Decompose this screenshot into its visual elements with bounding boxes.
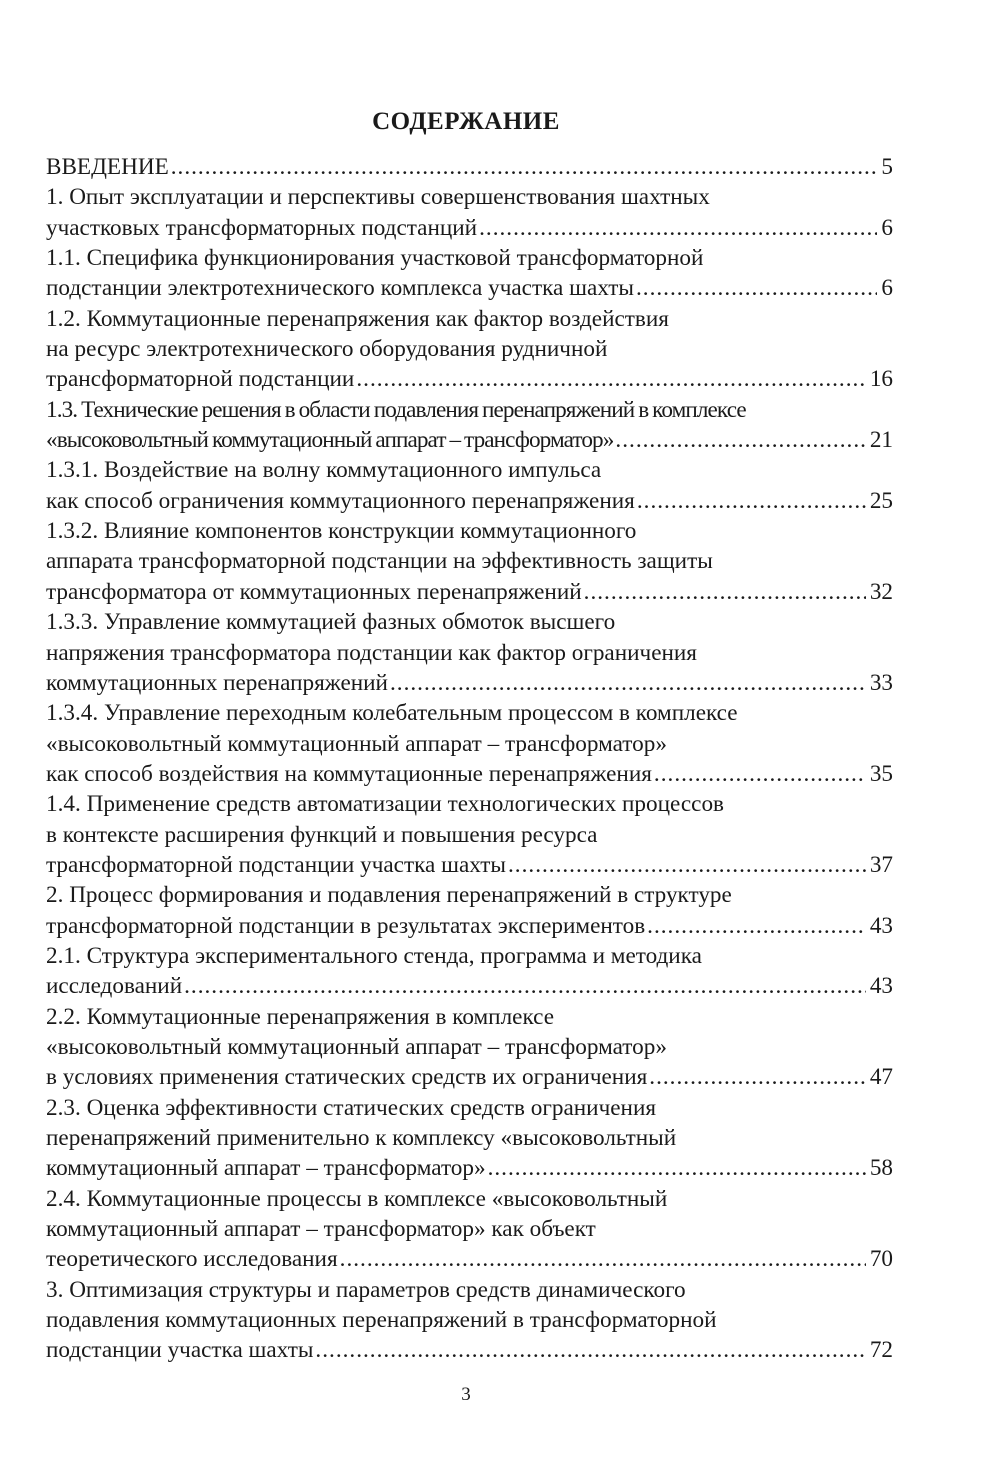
toc-page-number: 32 bbox=[869, 578, 893, 605]
dot-leader bbox=[479, 213, 877, 243]
toc-page-number: 47 bbox=[869, 1064, 893, 1091]
toc-entry-line: трансформаторной подстанции в результатах экспериментов bbox=[46, 912, 646, 939]
toc-entry bbox=[46, 182, 893, 243]
toc-page-number: 70 bbox=[869, 1246, 893, 1273]
toc-page-number: 6 bbox=[881, 214, 893, 241]
toc-entry-last-line bbox=[46, 486, 893, 516]
dot-leader bbox=[488, 1153, 866, 1183]
toc-entry-last-line bbox=[46, 668, 893, 698]
toc-entry-line: напряжения трансформатора подстанции как фактор ограничения bbox=[46, 639, 697, 666]
toc-entry-line: аппарата трансформаторной подстанции на эффективность защиты bbox=[46, 548, 713, 575]
toc-entry-line: подавления коммутационных перенапряжений в трансформаторной bbox=[46, 1307, 717, 1334]
toc-page-number: 33 bbox=[869, 669, 893, 696]
toc-entry-line: 3. Оптимизация структуры и параметров средств динамического bbox=[46, 1276, 686, 1303]
toc-entry-last-line bbox=[46, 1244, 893, 1274]
toc-entry bbox=[46, 516, 893, 607]
toc-entry-last-line bbox=[46, 1335, 893, 1365]
toc-entry-line: перенапряжений применительно к комплексу «высоковольтный bbox=[46, 1125, 677, 1151]
toc-entry bbox=[46, 152, 893, 182]
toc-page-number: 58 bbox=[869, 1155, 893, 1182]
toc-entry-line: на ресурс электротехнического оборудования рудничной bbox=[46, 336, 608, 363]
toc-entry-last-line bbox=[46, 364, 893, 394]
toc-entry-line: трансформатора от коммутационных перенапряжений bbox=[46, 578, 582, 605]
toc-page-number: 25 bbox=[869, 487, 893, 514]
toc-entry-line: подстанции электротехнического комплекса участка шахты bbox=[46, 275, 634, 302]
toc-entry-line: в условиях применения статических средств их ограничения bbox=[46, 1064, 648, 1091]
toc-entry-line: 1. Опыт эксплуатации и перспективы совершенствования шахтных bbox=[46, 184, 710, 211]
toc-entry-line: 2.3. Оценка эффективности статических средств ограничения bbox=[46, 1094, 657, 1121]
dot-leader bbox=[340, 1244, 866, 1274]
toc-entry bbox=[46, 455, 893, 516]
toc-entry bbox=[46, 304, 893, 395]
toc-entry-last-line bbox=[46, 1062, 893, 1092]
toc-entry-line: 1.1. Специфика функционирования участковой трансформаторной bbox=[46, 245, 704, 272]
dot-leader bbox=[315, 1335, 865, 1365]
toc-entry-line: трансформаторной подстанции bbox=[46, 366, 355, 393]
toc-title: СОДЕРЖАНИЕ bbox=[372, 108, 560, 135]
dot-leader bbox=[508, 850, 866, 880]
dot-leader bbox=[615, 425, 865, 455]
dot-leader bbox=[184, 971, 866, 1001]
toc-entry-line: участковых трансформаторных подстанций bbox=[46, 214, 478, 241]
dot-leader bbox=[654, 759, 866, 789]
toc-entry bbox=[46, 243, 893, 304]
toc-entry-line: коммутационных перенапряжений bbox=[46, 669, 388, 696]
toc-entry-last-line bbox=[46, 152, 893, 182]
toc-entry-line: 1.3.1. Воздействие на волну коммутационного импульса bbox=[46, 457, 602, 484]
toc-entry-line: коммутационный аппарат – трансформатор» bbox=[46, 1155, 486, 1182]
toc-entry-line: 1.3.2. Влияние компонентов конструкции коммутационного bbox=[46, 518, 637, 545]
toc-page-number: 43 bbox=[869, 973, 893, 1000]
toc-entry bbox=[46, 698, 893, 789]
toc-entry bbox=[46, 941, 893, 1002]
toc-entry-line: «высоковольтный коммутационный аппарат – трансформатор» bbox=[46, 427, 614, 454]
dot-leader bbox=[637, 486, 866, 516]
dot-leader bbox=[649, 1062, 866, 1092]
toc-entry-last-line bbox=[46, 273, 893, 303]
dot-leader bbox=[171, 152, 878, 182]
toc-entry-line: 1.3.3. Управление коммутацией фазных обмоток высшего bbox=[46, 609, 616, 636]
toc-entry-line: как способ воздействия на коммутационные перенапряжения bbox=[46, 760, 652, 787]
toc-entry-line: в контексте расширения функций и повышения ресурса bbox=[46, 821, 598, 848]
toc-page-number: 37 bbox=[869, 851, 893, 878]
toc-entry-line: подстанции участка шахты bbox=[46, 1337, 314, 1364]
toc-entry-line: 2.1. Структура экспериментального стенда, программа и методика bbox=[46, 942, 702, 969]
toc-page-number: 6 bbox=[881, 275, 893, 302]
toc-entry-last-line bbox=[46, 213, 893, 243]
page-number: 3 bbox=[461, 1384, 471, 1405]
toc-entry-line: исследований bbox=[46, 973, 183, 1000]
toc-entry-line: 1.2. Коммутационные перенапряжения как фактор воздействия bbox=[46, 305, 669, 332]
toc-entry-last-line bbox=[46, 911, 893, 941]
toc-entry-line: 1.3.4. Управление переходным колебательным процессом в комплексе bbox=[46, 700, 738, 727]
toc-entry-line: 2. Процесс формирования и подавления перенапряжений в структуре bbox=[46, 882, 732, 909]
toc-entry-line: 2.4. Коммутационные процессы в комплексе «высоковольтный bbox=[46, 1185, 668, 1212]
toc-entry-line: 1.3. Технические решения в области подавления перенапряжений в комплексе bbox=[46, 396, 746, 423]
toc-page-number: 72 bbox=[869, 1337, 893, 1364]
toc-entry-line: теоретического исследования bbox=[46, 1246, 338, 1273]
toc-entry-last-line bbox=[46, 759, 893, 789]
toc-entry-line: «высоковольтный коммутационный аппарат – трансформатор» bbox=[46, 1033, 667, 1060]
toc-entry bbox=[46, 1002, 893, 1093]
toc-page-number: 21 bbox=[869, 427, 893, 454]
toc-entry-last-line bbox=[46, 1153, 893, 1183]
toc-entry bbox=[46, 789, 893, 880]
toc-page-number: 16 bbox=[869, 366, 893, 393]
dot-leader bbox=[647, 911, 866, 941]
dot-leader bbox=[636, 273, 877, 303]
toc-entry-line: 2.2. Коммутационные перенапряжения в комплексе bbox=[46, 1003, 555, 1030]
toc-entry bbox=[46, 880, 893, 941]
toc-page-number: 43 bbox=[869, 912, 893, 939]
toc-entry-line: как способ ограничения коммутационного перенапряжения bbox=[46, 487, 635, 514]
toc-entry bbox=[46, 395, 893, 456]
toc-entry bbox=[46, 1275, 893, 1366]
dot-leader bbox=[390, 668, 866, 698]
toc-entry-line: «высоковольтный коммутационный аппарат – трансформатор» bbox=[46, 730, 667, 757]
dot-leader bbox=[356, 364, 865, 394]
toc-page-number: 5 bbox=[881, 154, 893, 180]
toc-entry-last-line bbox=[46, 971, 893, 1001]
toc-entry-line: ВВЕДЕНИЕ bbox=[46, 154, 169, 180]
toc-entry-line: коммутационный аппарат – трансформатор» как объект bbox=[46, 1216, 596, 1243]
toc-page-number: 35 bbox=[869, 760, 893, 787]
toc-entry bbox=[46, 1184, 893, 1275]
toc-entry-last-line bbox=[46, 850, 893, 880]
dot-leader bbox=[584, 577, 866, 607]
toc-entry-last-line bbox=[46, 425, 893, 455]
toc-entry bbox=[46, 607, 893, 698]
toc-entry bbox=[46, 1093, 893, 1184]
table-of-contents bbox=[46, 152, 893, 1366]
toc-entry-line: трансформаторной подстанции участка шахты bbox=[46, 851, 506, 878]
toc-entry-line: 1.4. Применение средств автоматизации технологических процессов bbox=[46, 791, 724, 818]
toc-entry-last-line bbox=[46, 577, 893, 607]
